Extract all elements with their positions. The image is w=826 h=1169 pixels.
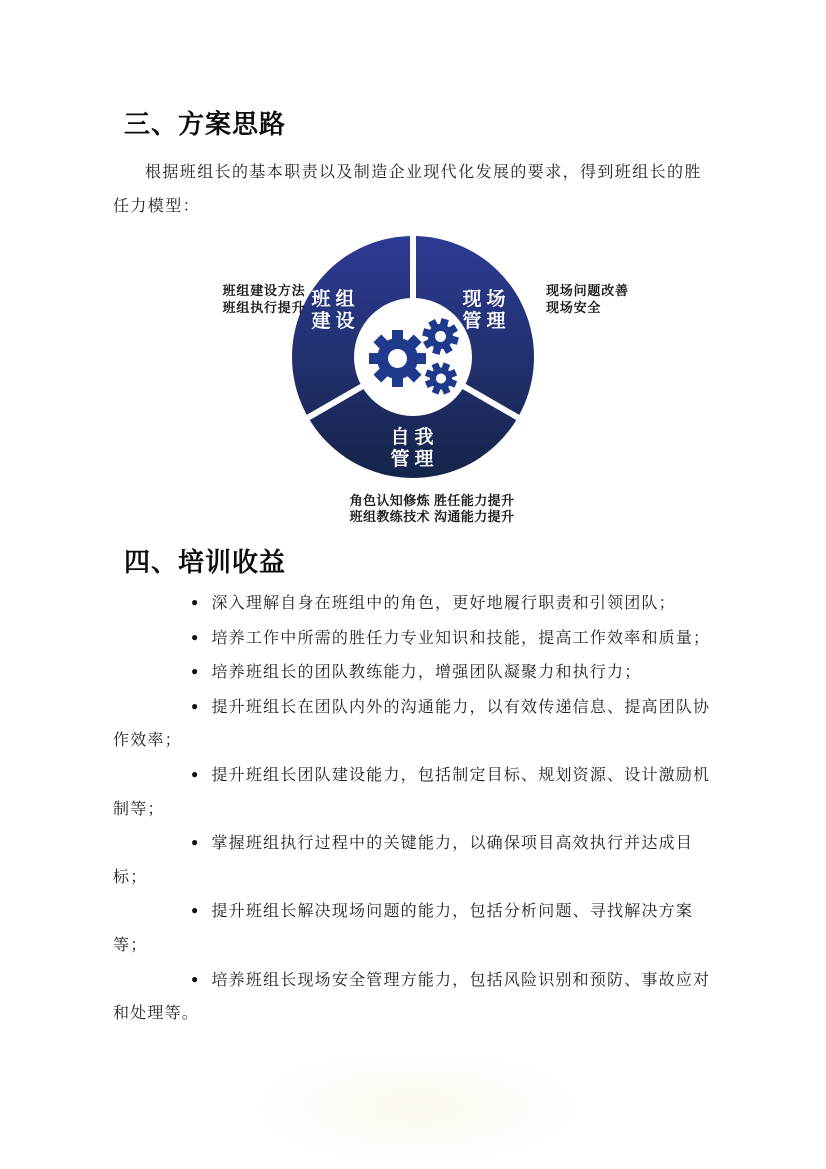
annotation-line: 角色认知修炼 胜任能力提升 (349, 493, 515, 508)
segment-label-site-management-2: 管理 (462, 311, 511, 332)
bullet-icon: ● (191, 595, 200, 609)
benefit-item (113, 963, 717, 1031)
bullet-icon: ● (191, 629, 200, 644)
benefit-item (113, 690, 717, 758)
bullet-icon: ● (191, 766, 200, 781)
bullet-icon: ● (191, 903, 200, 918)
benefit-text: 深入理解自身在班组中的角色，更好地履行职责和引领团队； (211, 595, 676, 612)
segment-label-self-management-1: 自我 (390, 427, 439, 448)
benefit-item (113, 655, 717, 690)
benefit-item (113, 758, 717, 826)
benefit-text: 提升班组长在团队内外的沟通能力，以有效传递信息、提高团队协作效率； (113, 698, 711, 750)
benefit-text: 掌握班组执行过程中的关键能力，以确保项目高效执行并达成目标； (113, 835, 694, 886)
section3-heading: 三、方案思路 (124, 109, 287, 139)
bullet-icon: ● (191, 664, 200, 679)
bullet-icon: ● (191, 971, 200, 986)
watermark (262, 1062, 572, 1162)
segment-label-team-building-1: 班组 (311, 289, 360, 310)
benefit-text: 培养班组长现场安全管理方能力，包括风险识别和预防、事故应对和处理等。 (113, 971, 711, 1023)
segment-label-team-building-2: 建设 (311, 311, 360, 332)
segment-label-self-management-2: 管理 (390, 449, 439, 470)
benefit-text: 培养班组长的团队教练能力，增强团队凝聚力和执行力； (211, 664, 642, 682)
intro-paragraph: 根据班组长的基本职责以及制造企业现代化发展的要求，得到班组长的胜任力模型： (113, 164, 702, 215)
benefit-text: 提升班组长解决现场问题的能力，包括分析问题、寻找解决方案等； (113, 903, 694, 954)
annotation-line: 班组执行提升 (222, 299, 306, 315)
benefit-text: 提升班组长团队建设能力，包括制定目标、规划资源、设计激励机制等； (113, 766, 711, 818)
segment-label-site-management-1: 现场 (462, 289, 511, 310)
annotation-site-management (546, 283, 629, 316)
benefits-list (113, 586, 717, 1031)
benefit-item (113, 826, 717, 894)
bullet-icon: ● (191, 835, 200, 850)
bullet-icon: ● (191, 698, 200, 713)
gear-large (369, 330, 426, 387)
benefit-item (113, 621, 717, 656)
competency-wheel-diagram (288, 232, 538, 482)
annotation-line: 班组建设方法 (222, 283, 306, 298)
annotation-line: 现场安全 (546, 299, 602, 315)
annotation-line: 现场问题改善 (546, 283, 629, 298)
annotation-self-management (336, 493, 528, 525)
benefit-item (113, 586, 717, 621)
section4-heading: 四、培训收益 (124, 547, 287, 577)
benefit-item (113, 894, 717, 962)
annotation-team-building (214, 283, 314, 316)
annotation-line: 班组教练技术 沟通能力提升 (349, 509, 515, 524)
benefit-text: 培养工作中所需的胜任力专业知识和技能，提高工作效率和质量； (211, 629, 711, 647)
